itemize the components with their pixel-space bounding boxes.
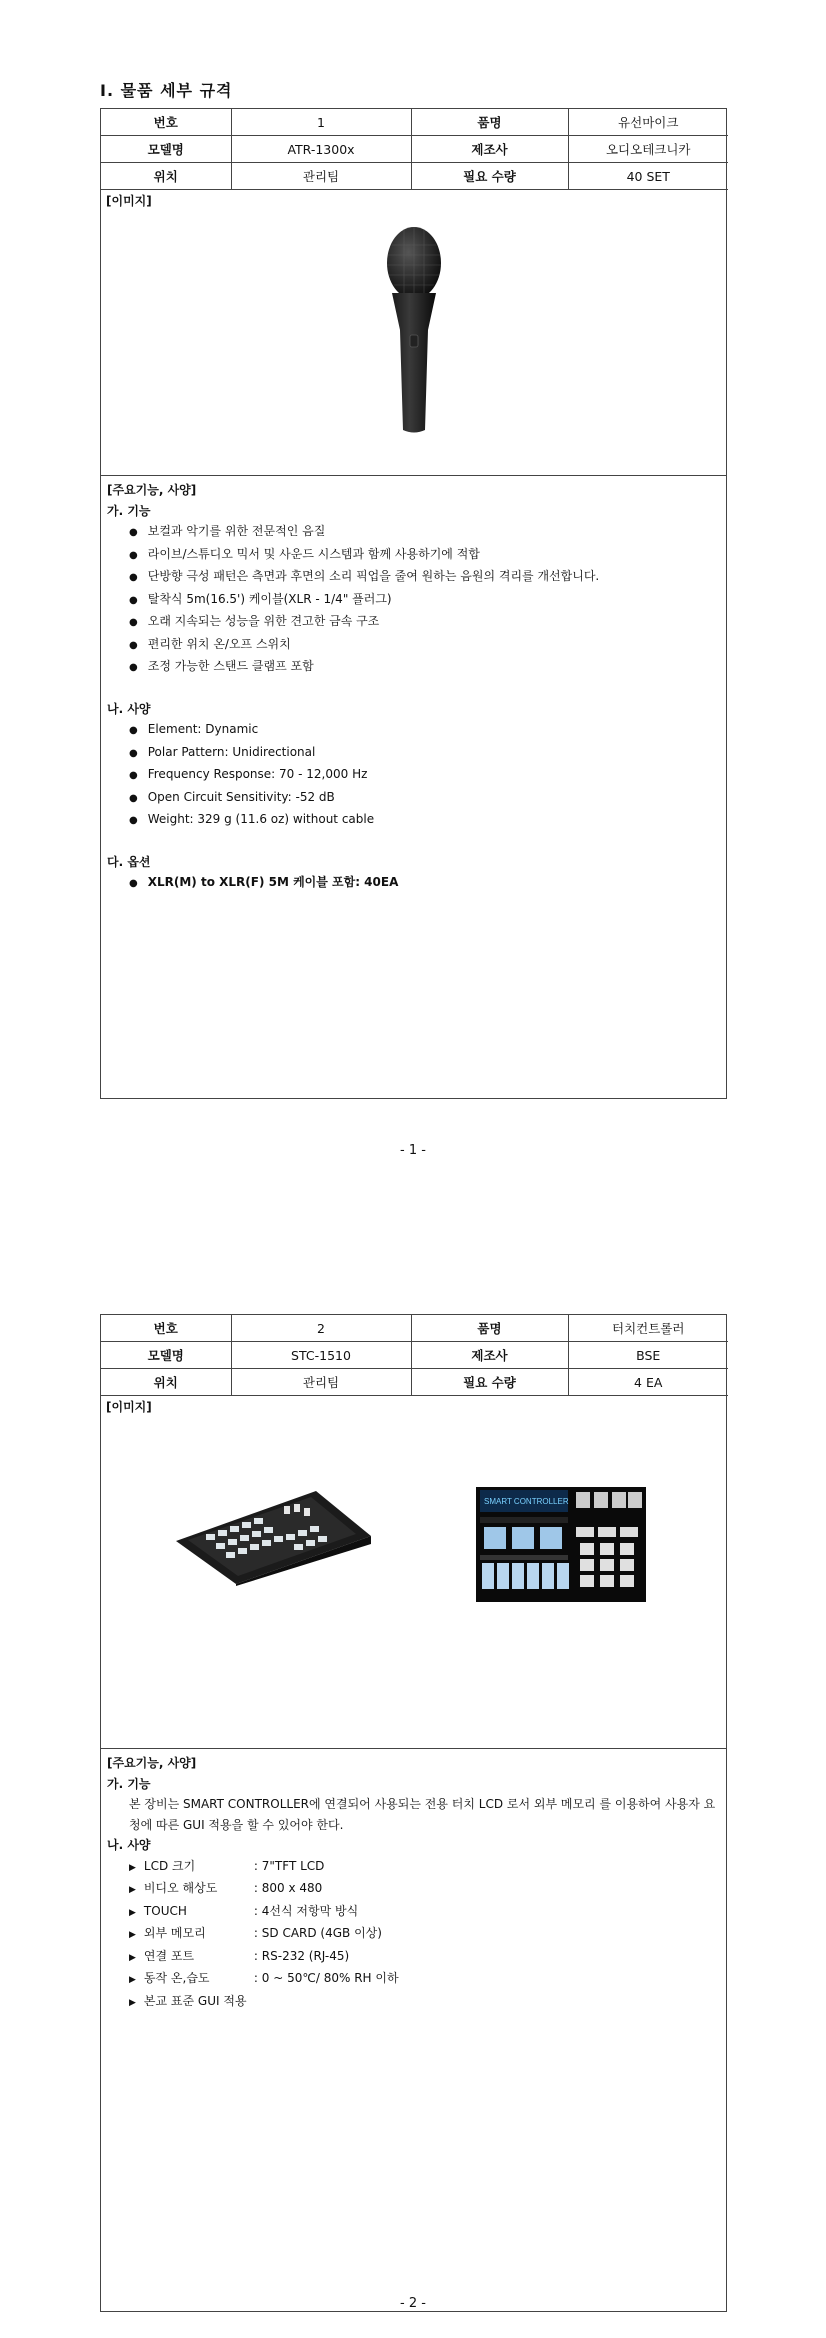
value-location: 관리팀 (231, 1369, 411, 1396)
features-label: [주요기능, 사양] (107, 483, 197, 497)
list-item (129, 1856, 720, 1879)
option-list (107, 872, 720, 895)
value-number: 1 (231, 109, 411, 136)
label-item-name: 품명 (411, 1315, 568, 1342)
list-item (129, 1878, 720, 1901)
page-number: - 1 - (400, 1143, 426, 1158)
controller-brand-label: VOLUUX (239, 1495, 270, 1511)
item-2-box (100, 1314, 727, 2312)
section-title: Ⅰ. 물품 세부 규격 (100, 81, 233, 100)
spec-key: LCD 크기 (143, 1858, 196, 1873)
spec-header: 나. 사양 (107, 1838, 151, 1852)
label-maker: 제조사 (411, 1342, 568, 1369)
spec-value: : 7"TFT LCD (253, 1858, 325, 1873)
spec-key: 동작 온,습도 (143, 1971, 210, 1985)
label-location: 위치 (101, 1369, 231, 1396)
value-location: 관리팀 (231, 163, 411, 190)
value-model: ATR-1300x (231, 136, 411, 163)
func-description: 본 장비는 SMART CONTROLLER에 연결되어 사용되는 전용 터치 LCD 로서 외부 메모리 를 이용하여 사용자 요청에 따른 GUI 적용을 할 수 있어야 한다. (129, 1797, 716, 1832)
spec-key: 본교 표준 GUI 적용 (143, 1993, 247, 2008)
label-maker: 제조사 (411, 136, 568, 163)
item-2-spec-table (101, 1315, 728, 1396)
table-row (101, 136, 728, 163)
value-quantity: 40 SET (568, 163, 728, 190)
list-item: ● Element: Dynamic (129, 719, 720, 742)
spec-key: TOUCH (143, 1903, 187, 1918)
page-number: - 2 - (400, 2296, 426, 2311)
value-number: 2 (231, 1315, 411, 1342)
list-item: ● XLR(M) to XLR(F) 5M 케이블 포함: 40EA (129, 872, 720, 895)
list-item (129, 1968, 720, 1991)
list-item: ● 단방향 극성 패턴은 측면과 후면의 소리 픽업을 줄여 원하는 음원의 격리를 개선합니다. (129, 566, 720, 589)
spec-list (107, 1856, 720, 2014)
list-item (129, 1901, 720, 1924)
spec-value: : RS-232 (RJ-45) (253, 1948, 350, 1963)
spec-value: : 800 x 480 (253, 1881, 323, 1895)
item-1-image-box (101, 190, 726, 476)
item-1-spec-table (101, 109, 728, 190)
list-item: ● 라이브/스튜디오 믹서 및 사운드 시스템과 함께 사용하기에 적합 (129, 544, 720, 567)
func-header: 가. 기능 (107, 503, 151, 518)
list-item: ● 조정 가능한 스탠드 클램프 포함 (129, 656, 720, 679)
spec-value: : SD CARD (4GB 이상) (253, 1926, 382, 1940)
label-model: 모델명 (101, 1342, 231, 1369)
table-row (101, 1369, 728, 1396)
value-item-name: 터치컨트롤러 (568, 1315, 728, 1342)
spec-header: 나. 사양 (107, 701, 151, 716)
list-item: ● 오래 지속되는 성능을 위한 견고한 금속 구조 (129, 611, 720, 634)
label-model: 모델명 (101, 136, 231, 163)
list-item: ● Frequency Response: 70 - 12,000 Hz (129, 764, 720, 787)
spec-key: 외부 메모리 (143, 1926, 206, 1940)
list-item: ● 보컬과 악기를 위한 전문적인 음질 (129, 521, 720, 544)
label-quantity: 필요 수량 (411, 1369, 568, 1396)
features-label: [주요기능, 사양] (107, 1756, 197, 1770)
image-label: [이미지] (106, 1400, 152, 1414)
touch-controller-image (166, 1486, 376, 1586)
table-row (101, 163, 728, 190)
list-item (129, 1991, 720, 2014)
label-quantity: 필요 수량 (411, 163, 568, 190)
list-item: ● Open Circuit Sensitivity: -52 dB (129, 787, 720, 810)
value-item-name: 유선마이크 (568, 109, 728, 136)
value-maker: 오디오테크니카 (568, 136, 728, 163)
list-item: ● 편리한 위치 온/오프 스위치 (129, 634, 720, 657)
value-maker: BSE (568, 1342, 728, 1369)
list-item (129, 1923, 720, 1946)
label-location: 위치 (101, 163, 231, 190)
screen-brand-label: SMART CONTROLLER (484, 1497, 569, 1506)
option-header: 다. 옵션 (107, 854, 151, 869)
microphone-image (384, 225, 444, 435)
label-number: 번호 (101, 1315, 231, 1342)
list-item (129, 1946, 720, 1969)
value-model: STC-1510 (231, 1342, 411, 1369)
item-1-box (100, 108, 727, 1099)
func-list (107, 521, 720, 679)
item-2-image-box (101, 1396, 726, 1749)
lcd-screen-image (476, 1487, 646, 1602)
label-number: 번호 (101, 109, 231, 136)
table-row (101, 1342, 728, 1369)
spec-list (107, 719, 720, 832)
func-header: 가. 기능 (107, 1776, 151, 1791)
table-row (101, 109, 728, 136)
image-label: [이미지] (106, 194, 152, 208)
spec-value: : 4선식 저항막 방식 (253, 1903, 359, 1918)
list-item: ● Weight: 329 g (11.6 oz) without cable (129, 809, 720, 832)
spec-key: 연결 포트 (143, 1948, 195, 1963)
item-2-features (101, 1749, 726, 2017)
table-row (101, 1315, 728, 1342)
label-item-name: 품명 (411, 109, 568, 136)
list-item: ● Polar Pattern: Unidirectional (129, 742, 720, 765)
spec-key: 비디오 해상도 (143, 1881, 218, 1895)
spec-value: : 0 ~ 50℃/ 80% RH 이하 (253, 1971, 399, 1985)
item-1-features (101, 476, 726, 899)
value-quantity: 4 EA (568, 1369, 728, 1396)
list-item: ● 탈착식 5m(16.5') 케이블(XLR - 1/4" 플러그) (129, 589, 720, 612)
